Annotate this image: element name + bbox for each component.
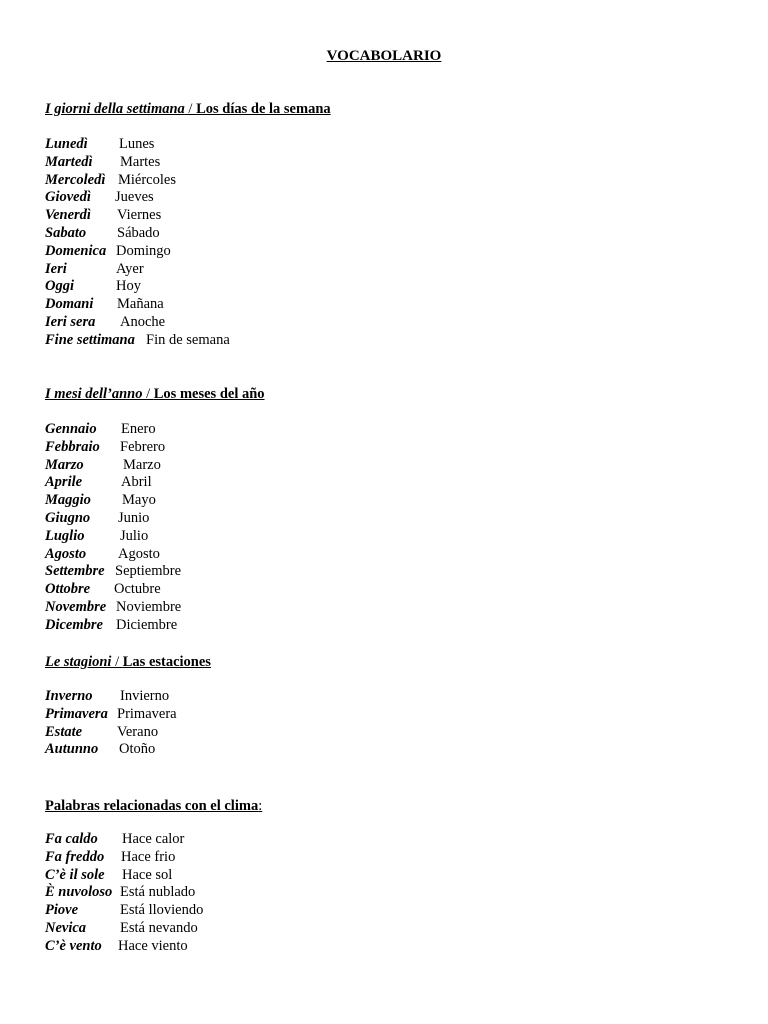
spanish-word: Febrero	[120, 438, 166, 455]
italian-word: Autunno	[45, 741, 99, 758]
italian-word: Ottobre	[45, 581, 91, 598]
spanish-word: Fin de semana	[146, 331, 230, 348]
spanish-word: Invierno	[120, 688, 170, 704]
spanish-word: Martes	[120, 153, 161, 170]
spanish-word: Hace frio	[121, 848, 176, 865]
italian-word: Martedì	[45, 153, 93, 170]
spanish-word: Hace viento	[118, 937, 188, 954]
spanish-word: Primavera	[117, 705, 177, 722]
spanish-word: Mayo	[122, 492, 156, 509]
spanish-word: Domingo	[116, 242, 171, 259]
spanish-word: Junio	[118, 509, 150, 526]
spanish-word: Agosto	[118, 545, 160, 562]
spanish-word: Hoy	[116, 278, 141, 295]
italian-word: C’è vento	[45, 937, 102, 954]
heading-spanish: Palabras relacionadas con el clima	[45, 798, 259, 814]
spanish-word: Viernes	[117, 207, 162, 224]
spanish-word: Septiembre	[115, 563, 182, 580]
italian-word: Fine settimana	[45, 331, 135, 348]
spanish-word: Verano	[117, 723, 159, 740]
spanish-word: Abril	[121, 474, 152, 491]
heading-italian: I giorni della settimana	[45, 101, 185, 117]
spanish-word: Jueves	[115, 189, 154, 206]
italian-word: Maggio	[45, 492, 91, 509]
spanish-word: Octubre	[114, 581, 161, 598]
italian-word: Gennaio	[45, 421, 97, 437]
heading-italian: I mesi dell’anno	[45, 386, 143, 402]
spanish-word: Hace calor	[122, 831, 185, 847]
heading-separator: /	[142, 386, 154, 402]
italian-word: Marzo	[45, 456, 84, 473]
italian-word: Fa freddo	[45, 848, 105, 865]
heading-separator: /	[111, 654, 123, 670]
italian-word: Piove	[45, 902, 79, 919]
spanish-word: Ayer	[116, 260, 144, 277]
heading-separator: /	[184, 101, 197, 117]
italian-word: Settembre	[45, 563, 105, 580]
heading-spanish: Los meses del año	[153, 386, 265, 402]
spanish-word: Está nevando	[120, 919, 198, 936]
page-title: VOCABOLARIO	[326, 48, 442, 64]
italian-word: Aprile	[45, 474, 83, 491]
spanish-word: Noviembre	[116, 598, 182, 615]
italian-word: Agosto	[45, 545, 87, 562]
italian-word: Domenica	[45, 242, 107, 259]
italian-word: Fa caldo	[45, 831, 98, 847]
italian-word: Ieri	[45, 260, 67, 277]
spanish-word: Hace sol	[122, 866, 173, 883]
spanish-word: Julio	[120, 527, 149, 544]
section-heading-days	[45, 100, 331, 118]
spanish-word: Enero	[121, 421, 156, 437]
spanish-word: Diciembre	[116, 616, 178, 633]
spanish-word: Mañana	[117, 296, 164, 313]
italian-word: Domani	[45, 296, 94, 313]
italian-word: Primavera	[45, 705, 108, 722]
italian-word: È nuvoloso	[45, 884, 113, 901]
italian-word: Ieri sera	[45, 313, 96, 330]
italian-word: Estate	[45, 723, 83, 740]
italian-word: Lunedì	[45, 136, 88, 152]
heading-colon: :	[258, 798, 263, 814]
italian-word: Inverno	[45, 688, 93, 704]
spanish-word: Lunes	[119, 136, 155, 152]
italian-word: Novembre	[45, 598, 107, 615]
italian-word: Nevica	[45, 919, 87, 936]
spanish-word: Está lloviendo	[120, 902, 204, 919]
italian-word: C’è il sole	[45, 866, 105, 883]
section-heading-months	[45, 385, 265, 403]
italian-word: Oggi	[45, 278, 74, 295]
spanish-word: Sábado	[117, 224, 160, 241]
spanish-word: Marzo	[123, 456, 161, 473]
italian-word: Venerdì	[45, 207, 91, 224]
italian-word: Mercoledì	[45, 171, 106, 188]
italian-word: Luglio	[45, 527, 85, 544]
italian-word: Giugno	[45, 509, 91, 526]
spanish-word: Está nublado	[120, 884, 196, 901]
spanish-word: Otoño	[119, 741, 156, 758]
heading-spanish: Las estaciones	[122, 654, 211, 670]
italian-word: Dicembre	[45, 616, 103, 633]
spanish-word: Miércoles	[118, 171, 176, 188]
heading-spanish: Los días de la semana	[196, 101, 331, 117]
italian-word: Giovedì	[45, 189, 91, 206]
italian-word: Sabato	[45, 224, 87, 241]
section-heading-seasons	[45, 653, 211, 671]
heading-italian: Le stagioni	[45, 654, 112, 670]
spanish-word: Anoche	[120, 313, 166, 330]
section-heading-weather	[45, 797, 262, 815]
italian-word: Febbraio	[45, 438, 100, 455]
